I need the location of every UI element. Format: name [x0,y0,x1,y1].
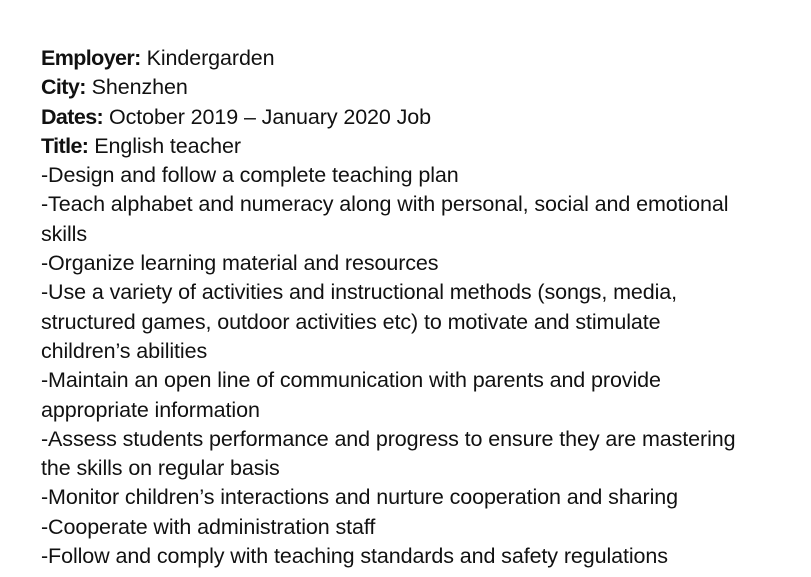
title-label: Title: [41,133,89,158]
duty-item: -Monitor children’s interactions and nurture cooperation and sharing [41,485,678,510]
duty-item-continuation: the skills on regular basis [41,456,280,481]
duty-item-continuation: children’s abilities [41,338,208,363]
dates-line [41,103,811,132]
duties-list [41,161,811,571]
duty-item: -Cooperate with administration staff [41,514,376,539]
duty-item: -Maintain an open line of communication with parents and provide [41,368,661,393]
duty-item: -Assess students performance and progress to ensure they are mastering [41,426,736,451]
employer-value: Kindergarden [140,46,275,70]
duty-item: -Design and follow a complete teaching plan [41,163,459,188]
dates-value: October 2019 – January 2020 Job [103,104,432,129]
duty-item: -Teach alphabet and numeracy along with personal, social and emotional [41,192,729,217]
duty-item-continuation: structured games, outdoor activities etc) to motivate and stimulate [41,309,661,334]
title-value: English teacher [88,133,241,158]
city-label: City: [41,75,86,100]
employer-label: Employer: [41,46,141,70]
duty-item: -Organize learning material and resources [41,251,439,276]
duty-item-continuation: appropriate information [41,397,260,422]
city-value: Shenzhen [85,75,188,100]
duty-item: -Use a variety of activities and instructional methods (songs, media, [41,280,678,305]
duty-item: -Follow and comply with teaching standards and safety regulations [41,544,668,569]
title-line [41,132,811,161]
dates-label: Dates: [41,104,104,129]
employer-line [41,44,811,73]
job-entry [41,44,811,571]
city-line [41,73,811,102]
duty-item-continuation: skills [41,221,87,246]
